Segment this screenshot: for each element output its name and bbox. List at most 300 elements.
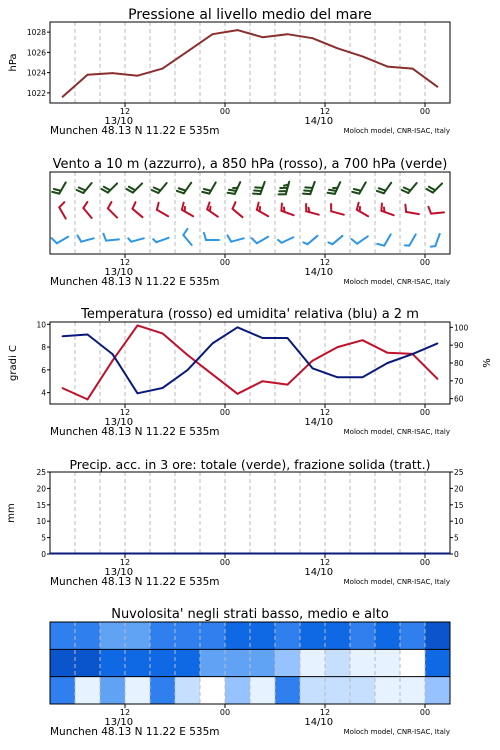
pressure-credit-label: Moloch model, CNR-ISAC, Italy: [343, 127, 450, 135]
pressure-line-point: [312, 37, 314, 39]
clouds-date-label: 14/10: [304, 717, 334, 728]
humidity-line-point: [387, 362, 389, 364]
wind-barb-staff: [108, 183, 117, 192]
wind-barb-feather: [179, 188, 186, 190]
precip-y-tick-label-right: 15: [454, 500, 464, 510]
cloud-cell: [100, 622, 125, 649]
wind-barb: [303, 236, 317, 244]
wind-barb-staff: [209, 182, 216, 193]
wind-barb: [152, 183, 167, 193]
clouds-title: Nuvolosita' negli strati basso, medio e alto: [111, 607, 389, 622]
temp-humidity-title: Temperatura (rosso) ed umidita' relativa (blu) a 2 m: [81, 307, 419, 322]
wind-barb-feather: [257, 203, 259, 210]
cloud-cell: [50, 649, 75, 676]
wind-barb-feather: [354, 189, 361, 191]
cloud-cell: [200, 622, 225, 649]
wind-barb-staff: [384, 234, 391, 245]
wind-barb: [279, 182, 290, 195]
wind-barb: [427, 183, 443, 192]
humidity-y-label: %: [482, 358, 493, 368]
temp-y-tick-label: 4: [41, 388, 46, 398]
wind-barb: [331, 204, 344, 215]
cloud-cell: [350, 649, 375, 676]
cloud-cell: [150, 622, 175, 649]
wind-barb-feather: [229, 190, 236, 191]
wind-barb: [182, 203, 193, 217]
wind-barb-feather: [152, 190, 159, 193]
cloud-cell: [300, 622, 325, 649]
pressure-date-label: 13/10: [104, 116, 134, 127]
wind-barb-feather: [303, 242, 307, 244]
cloud-cell: [125, 677, 150, 704]
wind-barb-staff: [59, 182, 66, 193]
precip-x-tick-label: 12: [319, 558, 331, 567]
wind-barb: [133, 202, 143, 217]
cloud-cell: [425, 622, 450, 649]
wind-barb-staff: [182, 210, 193, 217]
wind-barb-staff: [331, 211, 344, 214]
cloud-cell: [350, 677, 375, 704]
pressure-line-point: [262, 36, 264, 38]
pressure-location-label: Munchen 48.13 N 11.22 E 535m: [50, 125, 220, 137]
temperature-line-point: [387, 352, 389, 354]
wind-barb-staff: [156, 238, 168, 242]
wind-barb: [207, 202, 218, 216]
temperature-line-point: [262, 380, 264, 382]
cloud-cell: [175, 649, 200, 676]
wind-barb-feather: [329, 190, 336, 191]
pressure-line-point: [162, 68, 164, 70]
wind-barb: [377, 234, 391, 245]
clouds-location-label: Munchen 48.13 N 11.22 E 535m: [50, 726, 220, 738]
humidity-line-point: [187, 369, 189, 371]
temperature-line-point: [162, 332, 164, 334]
pressure-y-tick-label: 1026: [26, 48, 46, 58]
cloud-cell: [400, 677, 425, 704]
wind-barb-feather: [83, 202, 87, 208]
wind-barb-staff: [406, 212, 419, 214]
wind-barb-feather: [253, 194, 260, 195]
wind-barb-staff: [257, 210, 268, 217]
wind-barb: [77, 235, 93, 241]
humidity-line-point: [412, 353, 414, 355]
wind-barb-staff: [408, 183, 416, 193]
cloud-cell: [100, 649, 125, 676]
wind-barb-feather: [309, 208, 310, 212]
wind-barb-staff: [59, 207, 66, 218]
precip-y-tick-label-right: 10: [454, 517, 464, 527]
wind-barb: [108, 202, 117, 218]
temp-humidity-date-label: 14/10: [304, 417, 334, 428]
wind-barb: [127, 183, 143, 192]
wind-barb-staff: [257, 237, 268, 244]
wind-barb-feather: [278, 240, 282, 243]
wind-barb-feather: [304, 190, 311, 191]
cloud-cell: [350, 622, 375, 649]
wind-barb-staff: [233, 209, 243, 217]
temp-humidity-panel: [8, 307, 493, 438]
wind-barb-feather: [104, 187, 110, 191]
wind-barb-staff: [333, 236, 343, 244]
cloud-cell: [50, 677, 75, 704]
temp-y-tick-label: 8: [41, 343, 46, 353]
wind-barb-feather: [284, 207, 285, 211]
cloud-cell: [275, 649, 300, 676]
precip-x-tick-label: 12: [119, 558, 131, 567]
humidity-line-point: [337, 376, 339, 378]
wind-barb-feather: [405, 205, 406, 212]
precip-y-tick-label: 5: [41, 533, 46, 543]
wind-barb-feather: [255, 187, 262, 188]
precip-title: Precip. acc. in 3 ore: totale (verde), frazione solida (tratt.): [69, 457, 431, 472]
wind-barb: [52, 237, 68, 244]
wind-barb-feather: [133, 202, 136, 209]
wind-barb-feather: [103, 234, 106, 241]
wind-barb: [204, 233, 219, 240]
wind-barb-staff: [133, 209, 143, 217]
wind-barb: [278, 237, 293, 242]
wind-barb-staff: [359, 182, 366, 193]
wind-barb: [228, 182, 241, 194]
wind-barb-staff: [183, 235, 191, 245]
wind-barb-staff: [108, 208, 117, 217]
clouds-x-tick-label: 00: [419, 708, 431, 717]
cloud-cell: [150, 677, 175, 704]
wind-barb-staff: [207, 209, 218, 216]
wind-barb: [431, 234, 440, 247]
wind-barb: [405, 205, 419, 214]
wind-barb-staff: [131, 238, 144, 241]
wind-credit-label: Moloch model, CNR-ISAC, Italy: [343, 278, 450, 286]
wind-barb: [257, 203, 268, 217]
wind-barb-staff: [282, 237, 294, 242]
wind-barb: [103, 234, 119, 241]
wind-barb-feather: [52, 238, 57, 243]
precip-panel: [6, 457, 464, 588]
wind-barb-feather: [157, 203, 159, 210]
pressure-panel: [8, 7, 450, 137]
wind-barb: [183, 229, 191, 245]
cloud-cell: [200, 677, 225, 704]
wind-barb-feather: [377, 244, 384, 246]
wind-barb: [328, 236, 342, 244]
wind-barb-staff: [306, 211, 319, 214]
cloud-cell: [425, 677, 450, 704]
cloud-cell: [125, 649, 150, 676]
wind-barb-staff: [281, 211, 293, 215]
pressure-line-point: [287, 33, 289, 35]
wind-barb-feather: [227, 235, 231, 241]
wind-barb-feather: [154, 187, 161, 190]
wind-barb-feather: [204, 189, 211, 191]
cloud-cell: [100, 677, 125, 704]
wind-barb-feather: [431, 246, 435, 247]
wind-barb: [377, 183, 391, 194]
pressure-y-label: hPa: [8, 53, 19, 72]
precip-credit-label: Moloch model, CNR-ISAC, Italy: [343, 578, 450, 586]
wind-barb-staff: [57, 237, 68, 244]
wind-barb-feather: [127, 189, 133, 193]
cloud-cell: [400, 649, 425, 676]
wind-barb-feather: [328, 242, 332, 244]
wind-barb-feather: [79, 187, 86, 190]
wind-x-tick-label: 12: [119, 258, 131, 267]
cloud-cell: [375, 649, 400, 676]
wind-location-label: Munchen 48.13 N 11.22 E 535m: [50, 276, 220, 288]
wind-barb-feather: [252, 238, 257, 243]
precip-y-label: mm: [6, 503, 17, 523]
wind-barb-staff: [431, 212, 444, 213]
cloud-cell: [125, 622, 150, 649]
wind-barb-feather: [59, 202, 64, 207]
wind-barb-feather: [128, 238, 131, 241]
wind-date-label: 14/10: [304, 267, 334, 278]
wind-barb: [428, 207, 444, 214]
precip-y-tick-label: 20: [36, 484, 46, 494]
wind-barb-staff: [184, 183, 191, 194]
temperature-line-point: [87, 399, 89, 401]
pressure-y-tick-label: 1024: [26, 68, 46, 78]
temperature-line-point: [187, 354, 189, 356]
humidity-line-point: [112, 353, 114, 355]
pressure-line-point: [337, 47, 339, 49]
humidity-line-point: [162, 387, 164, 389]
wind-barb-staff: [381, 211, 393, 215]
clouds-credit-label: Moloch model, CNR-ISAC, Italy: [343, 728, 450, 736]
precip-y-tick-label-right: 0: [454, 550, 459, 559]
humidity-y-tick-label-right: 100: [454, 323, 469, 333]
temp-y-label: gradi C: [8, 345, 19, 381]
precip-date-label: 13/10: [104, 567, 134, 578]
wind-barb: [303, 182, 315, 194]
wind-barb-feather: [202, 192, 209, 194]
wind-barb-feather: [207, 202, 209, 209]
precip-y-tick-label: 25: [36, 468, 46, 477]
cloud-cell: [225, 622, 250, 649]
cloud-cell: [275, 622, 300, 649]
temp-y-tick-label: 6: [41, 365, 46, 375]
humidity-line-point: [437, 342, 439, 344]
cloud-cell: [75, 649, 100, 676]
wind-barb-feather: [210, 207, 211, 211]
precip-y-tick-label-right: 5: [454, 533, 459, 543]
wind-barb-staff: [81, 238, 94, 241]
wind-barb-feather: [377, 191, 384, 193]
cloud-cell: [325, 677, 350, 704]
wind-barb-feather: [352, 239, 358, 244]
wind-barb-feather: [102, 189, 108, 193]
temperature-line-point: [212, 373, 214, 375]
wind-barb-staff: [83, 183, 91, 193]
wind-barb: [177, 183, 191, 194]
humidity-line-point: [212, 342, 214, 344]
wind-barb-feather: [352, 192, 359, 194]
wind-barb-feather: [284, 185, 288, 186]
pressure-title: Pressione al livello medio del mare: [128, 7, 372, 23]
humidity-line-point: [237, 326, 239, 328]
cloud-cell: [300, 677, 325, 704]
temperature-line-point: [112, 360, 114, 362]
cloud-cell: [300, 649, 325, 676]
wind-barb-feather: [384, 207, 385, 211]
wind-barb-feather: [428, 207, 431, 214]
precip-y-tick-label: 15: [36, 500, 46, 510]
precip-date-label: 14/10: [304, 567, 334, 578]
wind-barb-feather: [204, 233, 206, 240]
wind-barb: [59, 202, 66, 218]
cloud-cell: [325, 649, 350, 676]
wind-date-label: 13/10: [104, 267, 134, 278]
temp-humidity-x-tick-label: 00: [219, 408, 231, 417]
cloud-cell: [375, 622, 400, 649]
wind-barb: [252, 237, 268, 244]
pressure-line-point: [62, 96, 64, 98]
temperature-line-point: [312, 360, 314, 362]
humidity-line-point: [312, 367, 314, 369]
cloud-cell: [50, 622, 75, 649]
precip-location-label: Munchen 48.13 N 11.22 E 535m: [50, 576, 220, 588]
wind-barb-feather: [379, 188, 386, 190]
cloud-cell: [250, 677, 275, 704]
temp-humidity-location-label: Munchen 48.13 N 11.22 E 535m: [50, 426, 220, 438]
temperature-line-point: [362, 339, 364, 341]
wind-barb-staff: [384, 183, 391, 194]
wind-barb: [328, 182, 341, 194]
wind-barb-feather: [427, 189, 433, 193]
cloud-cell: [175, 622, 200, 649]
humidity-line-point: [362, 376, 364, 378]
wind-barb-feather: [177, 191, 184, 193]
wind-barb-feather: [54, 189, 61, 191]
humidity-y-tick-label-right: 90: [454, 341, 464, 351]
temperature-line-point: [337, 346, 339, 348]
wind-barb-feather: [303, 194, 310, 195]
temperature-line-point: [62, 387, 64, 389]
wind-barb: [227, 235, 243, 241]
wind-barb: [77, 183, 92, 193]
temperature-line-point: [437, 378, 439, 380]
wind-title: Vento a 10 m (azzurro), a 850 hPa (rosso), a 700 hPa (verde): [52, 157, 448, 172]
wind-barb: [357, 203, 368, 217]
precip-x-tick-label: 00: [419, 558, 431, 567]
cloud-cell: [225, 677, 250, 704]
wind-barb-feather: [77, 190, 84, 193]
wind-barb: [153, 238, 168, 242]
wind-barb-feather: [305, 187, 312, 188]
cloud-cell: [400, 622, 425, 649]
temperature-line-point: [287, 384, 289, 386]
temp-humidity-x-tick-label: 12: [119, 408, 131, 417]
wind-barb-feather: [281, 204, 282, 211]
wind-barb-feather: [404, 187, 411, 190]
humidity-line-point: [87, 334, 89, 336]
wind-barb-feather: [357, 203, 359, 210]
wind-barb: [306, 204, 319, 215]
precip-frame: [50, 472, 450, 554]
wind-barb: [281, 204, 293, 216]
precip-y-tick-label-right: 25: [454, 468, 464, 477]
cloud-cell: [425, 649, 450, 676]
pressure-line-point: [212, 33, 214, 35]
wind-barb-staff: [409, 234, 416, 245]
precip-x-tick-label: 00: [219, 558, 231, 567]
wind-barb: [381, 204, 393, 216]
wind-barb-feather: [108, 202, 112, 208]
humidity-line-point: [62, 335, 64, 337]
wind-barb-staff: [83, 208, 91, 218]
pressure-line-point: [412, 68, 414, 70]
pressure-line-point: [362, 56, 364, 58]
wind-barb: [405, 234, 416, 245]
wind-barb-staff: [157, 210, 168, 217]
cloud-cell: [150, 649, 175, 676]
temp-humidity-date-label: 13/10: [104, 417, 134, 428]
clouds-x-tick-label: 12: [319, 708, 331, 717]
wind-x-tick-label: 00: [419, 258, 431, 267]
cloud-cell: [375, 677, 400, 704]
wind-barb-staff: [357, 236, 368, 243]
wind-barb-feather: [233, 202, 236, 209]
wind-x-tick-label: 12: [319, 258, 331, 267]
wind-barb-staff: [433, 183, 442, 192]
pressure-line-point: [137, 75, 139, 77]
cloud-cell: [250, 622, 275, 649]
wind-barb: [352, 236, 368, 243]
pressure-x-tick-label: 00: [219, 107, 231, 116]
pressure-x-tick-label: 12: [119, 107, 131, 116]
humidity-y-tick-label-right: 80: [454, 359, 464, 368]
humidity-line-point: [137, 392, 139, 394]
wind-barb-staff: [357, 210, 368, 217]
wind-barb-feather: [182, 203, 184, 210]
humidity-y-tick-label-right: 70: [454, 376, 464, 386]
pressure-date-label: 14/10: [304, 116, 334, 127]
wind-barb: [233, 202, 243, 217]
temp-humidity-x-tick-label: 12: [319, 408, 331, 417]
pressure-line-point: [437, 86, 439, 88]
temp-y-tick-label: 10: [36, 320, 46, 330]
cloud-cell: [175, 677, 200, 704]
clouds-date-label: 13/10: [104, 717, 134, 728]
cloud-cell: [200, 649, 225, 676]
wind-barb-feather: [228, 193, 235, 194]
wind-barb: [102, 183, 118, 192]
wind-barb: [352, 182, 366, 193]
cloud-cell: [275, 677, 300, 704]
wind-barb-staff: [308, 236, 318, 244]
precip-y-tick-label: 10: [36, 517, 46, 527]
wind-barb-feather: [402, 190, 409, 193]
clouds-x-tick-label: 12: [119, 708, 131, 717]
wind-barb-staff: [133, 183, 142, 192]
precip-y-tick-label-right: 20: [454, 484, 464, 494]
wind-barb-feather: [381, 204, 382, 211]
wind-barb-feather: [183, 229, 187, 235]
cloud-cell: [325, 622, 350, 649]
pressure-line-point: [387, 66, 389, 68]
pressure-y-tick-label: 1028: [26, 28, 46, 38]
wind-barb-feather: [254, 190, 261, 191]
cloud-cell: [225, 649, 250, 676]
pressure-line-point: [237, 29, 239, 31]
wind-barb-feather: [77, 235, 81, 241]
cloud-cell: [75, 622, 100, 649]
pressure-line-point: [112, 72, 114, 74]
pressure-y-tick-label: 1022: [26, 88, 46, 98]
wind-barb-feather: [129, 187, 135, 191]
pressure-x-tick-label: 00: [419, 107, 431, 116]
cloud-cell: [75, 677, 100, 704]
